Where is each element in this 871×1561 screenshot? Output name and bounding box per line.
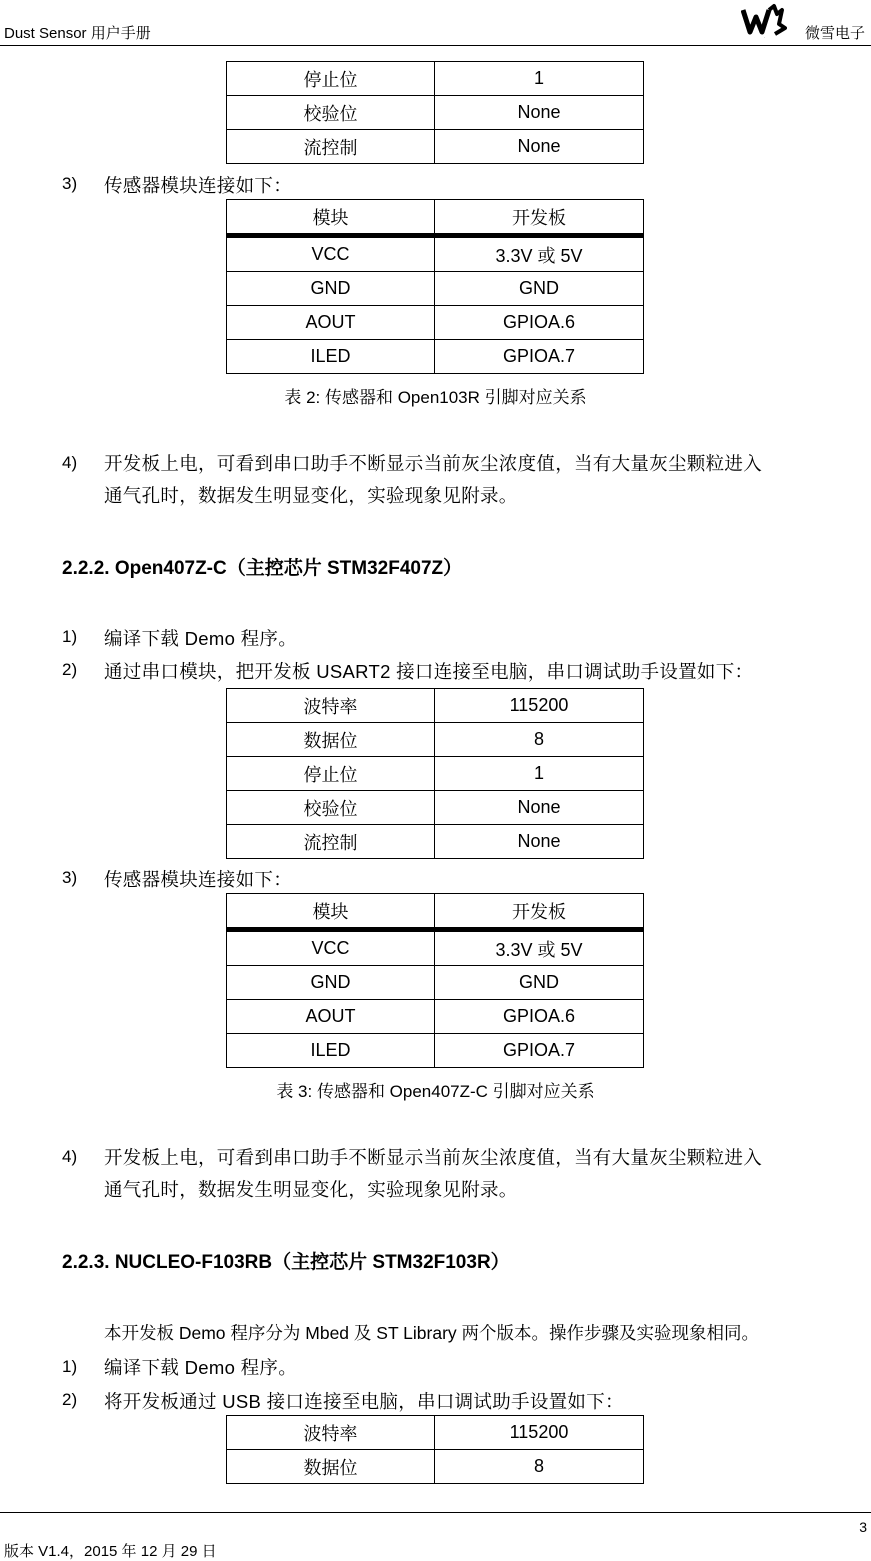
table-row: 校验位 None — [227, 96, 644, 130]
table-row: 数据位 8 — [227, 723, 644, 757]
step-text: 开发板上电，可看到串口助手不断显示当前灰尘浓度值，当有大量灰尘颗粒进入 — [104, 1147, 763, 1168]
table-row: 校验位 None — [227, 791, 644, 825]
document-title: Dust Sensor 用户手册 — [4, 25, 151, 42]
table-row: 数据位 8 — [227, 1450, 644, 1484]
list-number: 1) — [62, 627, 78, 646]
section-heading: 2.2.3. NUCLEO-F103RB（主控芯片 STM32F103R） — [62, 1252, 510, 1273]
table-row: ILED GPIOA.7 — [227, 1034, 644, 1068]
page-number: 3 — [859, 1519, 867, 1535]
table-row: GND GND — [227, 272, 644, 306]
table-row: 流控制 None — [227, 130, 644, 164]
serial-settings-table-2 — [226, 688, 644, 859]
list-number: 1) — [62, 1357, 78, 1376]
list-number: 3) — [62, 868, 78, 887]
table-row: AOUT GPIOA.6 — [227, 1000, 644, 1034]
list-number: 3) — [62, 174, 78, 193]
intro-text: 本开发板 Demo 程序分为 Mbed 及 ST Library 两个版本。操作步骤及实验现象相同。 — [104, 1323, 760, 1343]
waveshare-logo-icon — [741, 2, 787, 40]
header-rule — [0, 45, 871, 46]
version-date: 版本 V1.4，2015 年 12 月 29 日 — [4, 1543, 217, 1560]
pin-map-table-2 — [226, 893, 644, 1068]
table-row: 停止位 1 — [227, 62, 644, 96]
table-row: 流控制 None — [227, 825, 644, 859]
table-row: VCC 3.3V 或 5V — [227, 236, 644, 272]
table-caption: 表 3: 传感器和 Open407Z-C 引脚对应关系 — [276, 1082, 595, 1101]
step-text: 通气孔时，数据发生明显变化，实验现象见附录。 — [104, 485, 518, 506]
list-number: 4) — [62, 1147, 78, 1166]
table-row: AOUT GPIOA.6 — [227, 306, 644, 340]
table-row: VCC 3.3V 或 5V — [227, 930, 644, 966]
table-row: ILED GPIOA.7 — [227, 340, 644, 374]
table-row: 停止位 1 — [227, 757, 644, 791]
company-name: 微雪电子 — [804, 25, 865, 42]
step-text: 通过串口模块，把开发板 USART2 接口连接至电脑，串口调试助手设置如下： — [104, 661, 754, 682]
step-text: 编译下载 Demo 程序。 — [104, 628, 298, 649]
footer-rule — [0, 1512, 871, 1513]
step-text: 编译下载 Demo 程序。 — [104, 1357, 298, 1378]
table-row: 波特率 115200 — [227, 689, 644, 723]
step-text: 通气孔时，数据发生明显变化，实验现象见附录。 — [104, 1179, 518, 1200]
step-text: 传感器模块连接如下： — [104, 175, 293, 196]
list-number: 4) — [62, 453, 78, 472]
table-header-row: 模块 开发板 — [227, 894, 644, 930]
serial-settings-table-3 — [226, 1415, 644, 1484]
table-row: 波特率 115200 — [227, 1416, 644, 1450]
pin-map-table-1 — [226, 199, 644, 374]
list-number: 2) — [62, 1390, 78, 1409]
step-text: 开发板上电，可看到串口助手不断显示当前灰尘浓度值，当有大量灰尘颗粒进入 — [104, 453, 763, 474]
logo-text: W — [764, 38, 765, 39]
table-header-row: 模块 开发板 — [227, 200, 644, 236]
section-heading: 2.2.2. Open407Z-C（主控芯片 STM32F407Z） — [62, 558, 463, 579]
step-text: 将开发板通过 USB 接口连接至电脑，串口调试助手设置如下： — [104, 1391, 624, 1412]
table-row: GND GND — [227, 966, 644, 1000]
list-number: 2) — [62, 660, 78, 679]
step-text: 传感器模块连接如下： — [104, 869, 293, 890]
serial-settings-table-1 — [226, 61, 644, 164]
table-caption: 表 2: 传感器和 Open103R 引脚对应关系 — [284, 388, 587, 407]
